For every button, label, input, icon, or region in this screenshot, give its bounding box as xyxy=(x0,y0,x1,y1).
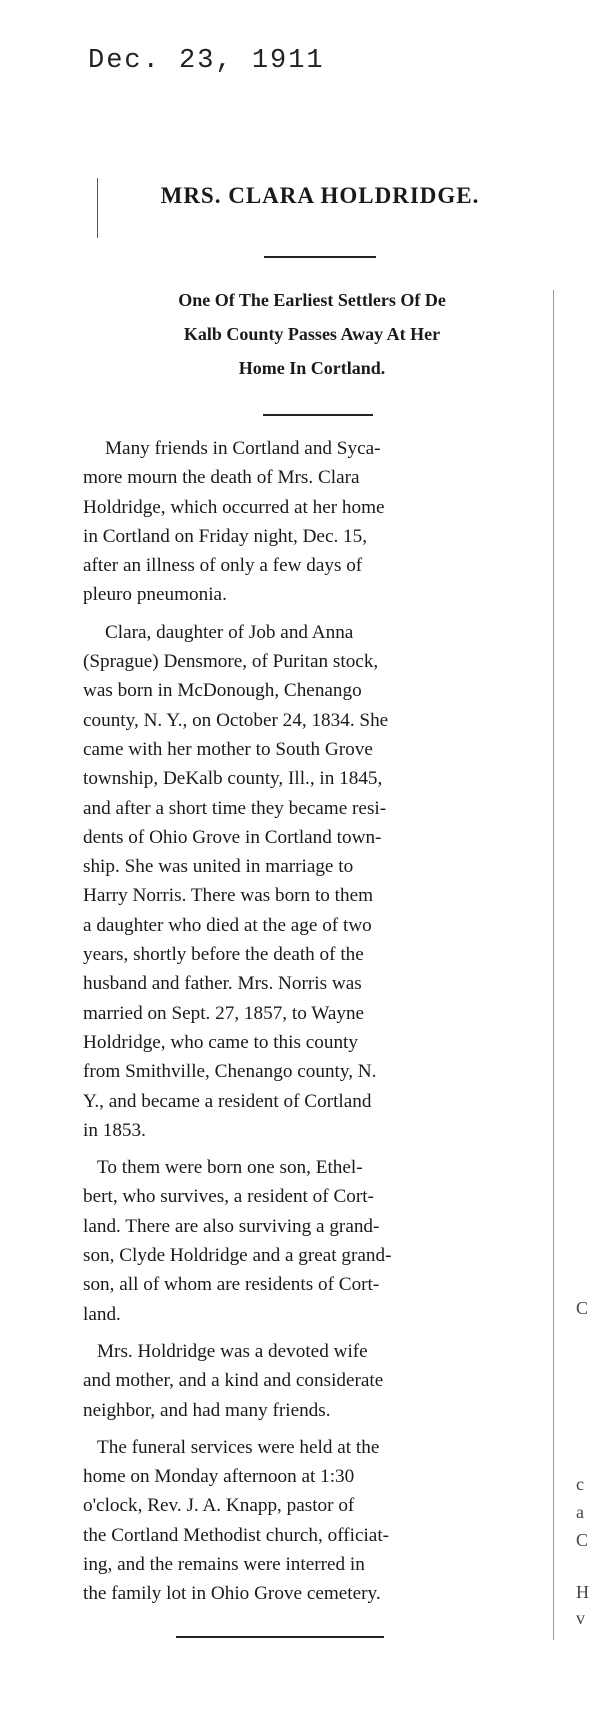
text-line: dents of Ohio Grove in Cortland town- xyxy=(83,826,382,848)
text-line: o'clock, Rev. J. A. Knapp, pastor of xyxy=(83,1495,355,1517)
text-line: husband and father. Mrs. Norris was xyxy=(83,973,362,995)
margin-fragment: c xyxy=(576,1474,584,1494)
text-line: was born in McDonough, Chenango xyxy=(83,680,362,702)
text-line: township, DeKalb county, Ill., in 1845, xyxy=(83,768,383,790)
text-line: pleuro pneumonia. xyxy=(83,584,227,606)
text-line: home on Monday afternoon at 1:30 xyxy=(83,1466,355,1488)
text-line: county, N. Y., on October 24, 1834. She xyxy=(83,709,389,731)
margin-fragment: C xyxy=(576,1530,589,1550)
text-line: land. xyxy=(83,1303,121,1325)
text-line: and mother, and a kind and considerate xyxy=(83,1370,384,1392)
text-line: Holdridge, who came to this county xyxy=(83,1031,358,1053)
text-line: bert, who survives, a resident of Cort- xyxy=(83,1186,374,1208)
article-subhead xyxy=(92,283,532,385)
subhead-divider xyxy=(263,414,373,416)
clipping-date: Dec. 23, 1911 xyxy=(88,46,325,76)
column-rule-right xyxy=(553,290,554,1640)
text-line: land. There are also surviving a grand- xyxy=(83,1215,380,1237)
text-line: from Smithville, Chenango county, N. xyxy=(83,1061,377,1083)
paragraph-1 xyxy=(83,434,543,610)
paragraph-4 xyxy=(83,1337,543,1425)
text-line: Many friends in Cortland and Syca- xyxy=(105,438,381,459)
margin-fragment: a xyxy=(576,1502,584,1522)
text-line: Clara, daughter of Job and Anna xyxy=(105,621,354,643)
text-line: To them were born one son, Ethel- xyxy=(97,1157,363,1179)
text-line: the Cortland Methodist church, officiat- xyxy=(83,1524,390,1546)
text-line: ing, and the remains were interred in xyxy=(83,1553,365,1575)
text-line: Y., and became a resident of Cortland xyxy=(83,1090,372,1112)
title-divider xyxy=(264,256,376,258)
text-line: after an illness of only a few days of xyxy=(83,555,363,577)
column-rule-left xyxy=(97,178,98,238)
paragraph-2 xyxy=(83,618,543,1145)
margin-fragment: C xyxy=(576,1298,589,1318)
article-title: MRS. CLARA HOLDRIDGE. xyxy=(160,183,480,208)
margin-fragment: H xyxy=(576,1582,589,1602)
margin-fragment: v xyxy=(576,1608,585,1628)
text-line: years, shortly before the death of the xyxy=(83,944,364,966)
text-line: son, Clyde Holdridge and a great grand- xyxy=(83,1245,392,1267)
text-line: son, all of whom are residents of Cort- xyxy=(83,1274,380,1296)
subhead-line: Kalb County Passes Away At Her xyxy=(183,324,441,344)
text-line: in 1853. xyxy=(83,1119,146,1141)
text-line: The funeral services were held at the xyxy=(97,1436,380,1458)
text-line: in Cortland on Friday night, Dec. 15, xyxy=(83,525,368,547)
text-line: Mrs. Holdridge was a devoted wife xyxy=(97,1340,368,1362)
article-body xyxy=(83,434,543,1617)
text-line: ship. She was united in marriage to xyxy=(83,856,354,878)
paragraph-5 xyxy=(83,1433,543,1609)
text-line: Holdridge, which occurred at her home xyxy=(83,496,385,518)
text-line: married on Sept. 27, 1857, to Wayne xyxy=(83,1002,365,1024)
text-line: Harry Norris. There was born to them xyxy=(83,885,374,907)
text-line: the family lot in Ohio Grove cemetery. xyxy=(83,1583,381,1605)
subhead-line: Home In Cortland. xyxy=(238,358,386,378)
text-line: neighbor, and had many friends. xyxy=(83,1399,331,1421)
subhead-line: One Of The Earliest Settlers Of De xyxy=(178,290,446,310)
text-line: came with her mother to South Grove xyxy=(83,738,373,760)
text-line: a daughter who died at the age of two xyxy=(83,914,372,936)
text-line: and after a short time they became resi- xyxy=(83,797,387,819)
end-divider xyxy=(176,1636,384,1638)
text-line: (Sprague) Densmore, of Puritan stock, xyxy=(83,651,379,673)
paragraph-3 xyxy=(83,1153,543,1329)
text-line: more mourn the death of Mrs. Clara xyxy=(83,467,360,489)
